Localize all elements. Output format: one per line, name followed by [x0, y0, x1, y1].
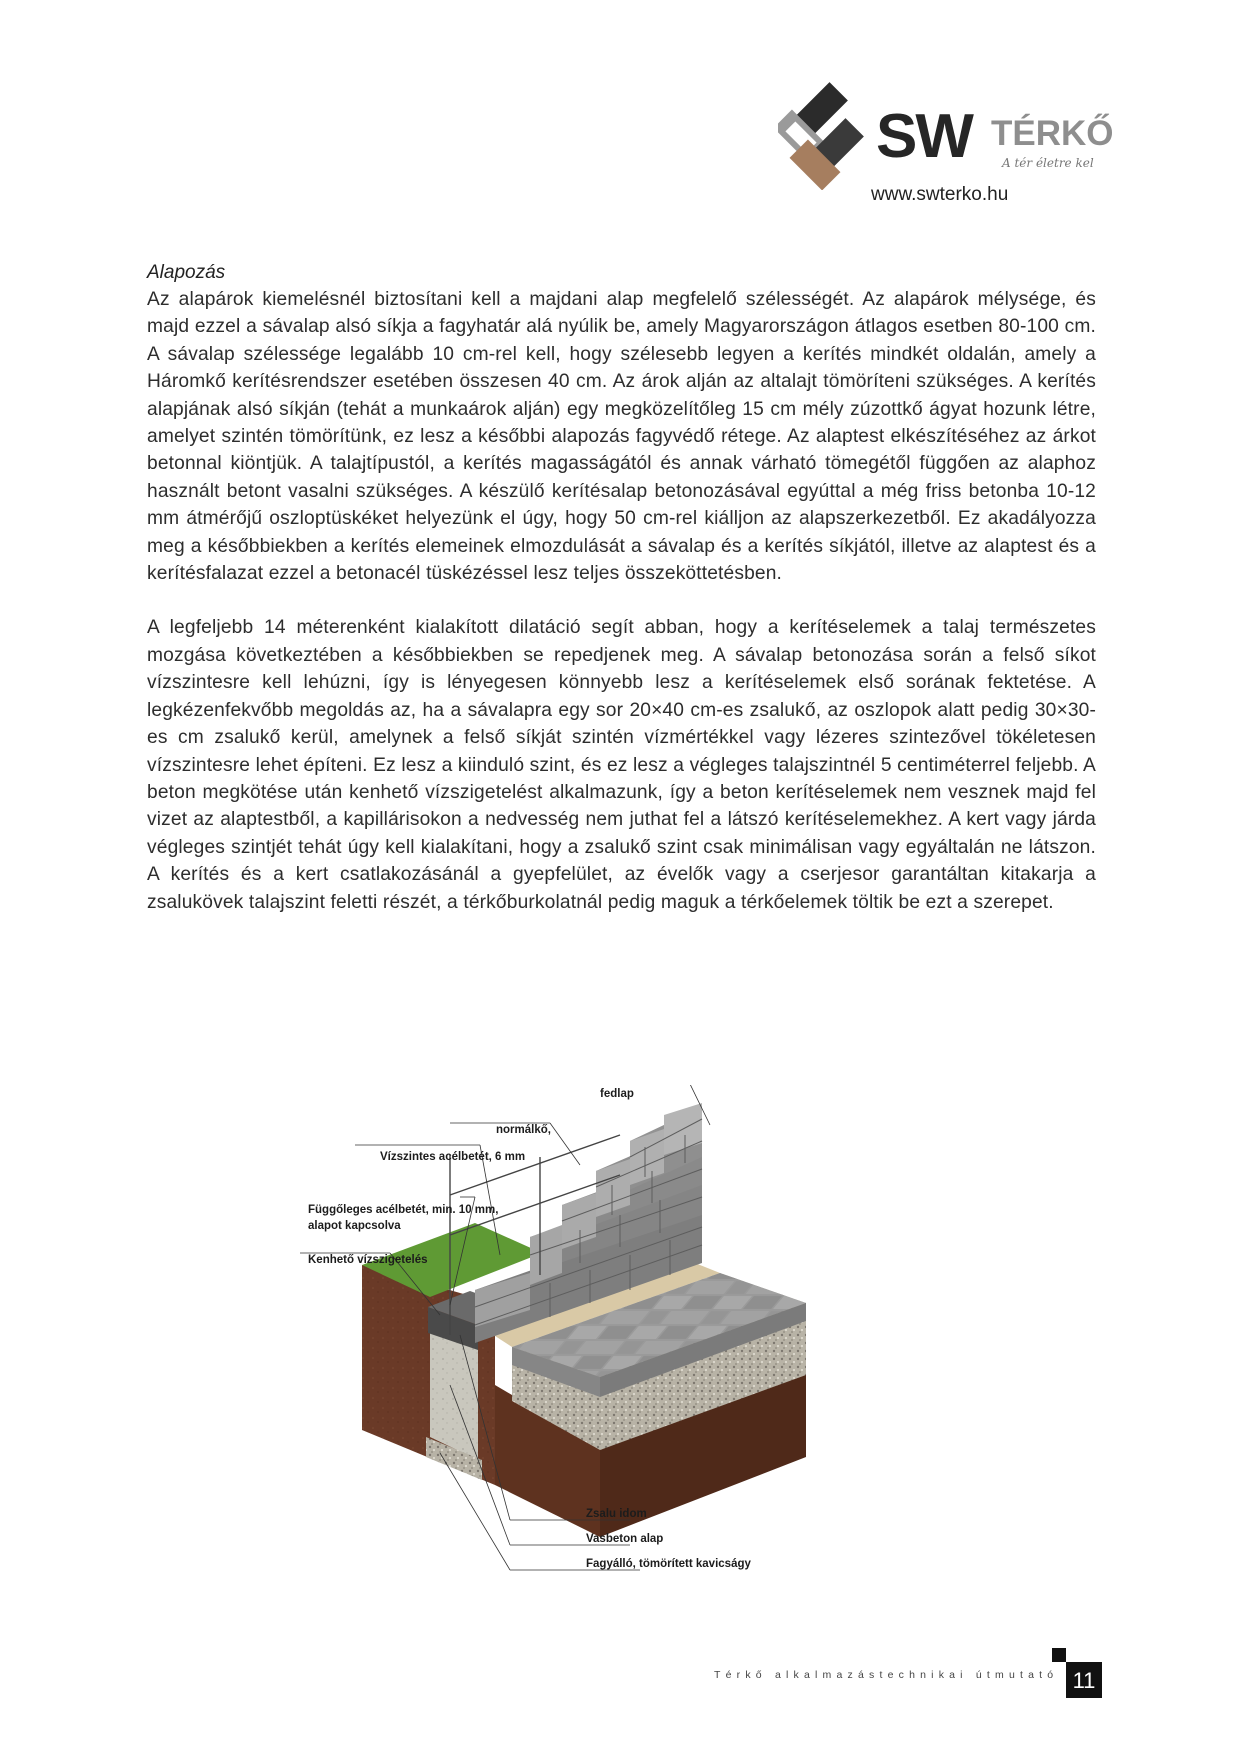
label-kenheto: Kenhető vízszigetelés — [308, 1254, 428, 1266]
fence-foundation-diagram — [300, 1085, 940, 1645]
logo-mark-icon — [778, 82, 886, 190]
brand-logo — [778, 82, 1114, 205]
page-number-notch — [1052, 1648, 1066, 1662]
label-zsalu: Zsalu idom — [586, 1508, 647, 1520]
paragraph-1: Az alapárok kiemelésnél biztosítani kell a majdani alap megfelelő szélességét. Az alapárok mélysége, és majd ezzel a sávalap alsó síkja a fagyhatár alá nyúlik be, amely Magyarországon átlagos esetben 80-100 cm. A sávalap szélessége legalább 10 cm-rel kell, hogy szélesebb legyen a kerítés mindkét oldalán, amely a Háromkő kerítésrendszer esetében összesen 40 cm. Az árok alján az altalajt tömöríteni szükséges. A kerítés alapjának alsó síkján (tehát a munkaárok alján) egy megközelítőleg 15 cm mély zúzottkő ágyat hozunk létre, amelyet szintén tömörítünk, ez lesz a későbbi alapozás fagyvédő rétege. Az alaptest elkészítéséhez az árkot betonnal kiöntjük. A talajtípustól, a kerítés magasságától és annak várható tömegétől függően az alaphoz használt betont vasalni szükséges. A készülő kerítésalap betonozásával egyúttal a még friss betonba 10-12 mm átmérőjű oszloptüskéket helyezünk el úgy, hogy 50 cm-rel kiálljon az alapszerkezetből. Ez akadályozza meg a későbbiekben a kerítés elemeinek elmozdulását a sávalap és a kerítés síkjától, illetve az alaptest és a kerítésfalazat ezzel a betonacél tüskézéssel lesz teljes összeköttetésben. — [147, 289, 1096, 585]
brand-tagline: A tér életre kel — [1002, 156, 1094, 170]
brand-sw: SW — [876, 102, 972, 171]
label-vasbeton: Vasbeton alap — [586, 1533, 664, 1545]
diagram-illustration — [300, 1085, 940, 1645]
label-fuggoleges-1: Függőleges acélbetét, min. 10 mm, — [308, 1204, 499, 1216]
brand-terko: TÉRKŐ — [991, 114, 1114, 153]
label-fuggoleges-2: alapot kapcsolva — [308, 1220, 401, 1232]
article-content — [147, 259, 1096, 916]
label-normalko: normálkő, — [496, 1124, 551, 1136]
section-title: Alapozás — [147, 262, 226, 283]
footer-caption: Térkő alkalmazástechnikai útmutató — [714, 1669, 1059, 1681]
label-vizszintes: Vízszintes acélbetét, 6 mm — [380, 1151, 526, 1163]
page-number: 11 — [1066, 1662, 1102, 1698]
label-fagyallo: Fagyálló, tömörített kavicságy — [586, 1558, 751, 1570]
paragraph-2: A legfeljebb 14 méterenként kialakított dilatáció segít abban, hogy a kerítéselemek a talaj természetes mozgása következtében a későbbiekben se repedjenek meg. A sávalap betonozása során a felső síkot vízszintesre kell lehúzni, így is lényegesen könnyebb lesz a kerítéselemek első sorának fektetése. A legkézenfekvőbb megoldás az, ha a sávalapra egy sor 20×40 cm-es zsalukő, az oszlopok alatt pedig 30×30-es cm zsalukő kerül, amelynek a felső síkját szintén vízmértékkel vagy lézeres szintezővel tökéletesen vízszintesre lehet építeni. Ez lesz a kiinduló szint, és ez lesz a végleges talajszintnél 5 centiméterrel feljebb. A beton megkötése után kenhető vízszigetelést alkalmazunk, így a beton kerítéselemek nem vesznek majd fel vizet az alaptestből, a kapillárisokon a nedvesség nem juthat fel a látszó kerítéselemekhez. A kert vagy járda végleges szintjét tehát úgy kell kialakítani, hogy a zsalukő szint csak minimálisan vagy egyáltalán ne látszon. A kerítés és a kert csatlakozásánál a gyepfelület, az évelők vagy a cserjesor garantáltan kitakarja a zsalukövek talajszint feletti részét, a térkőburkolatnál pedig maguk a térkőelemek töltik be ezt a szerepet. — [147, 617, 1096, 913]
label-fedlap: fedlap — [600, 1088, 634, 1100]
website-url[interactable]: www.swterko.hu — [871, 184, 1009, 205]
